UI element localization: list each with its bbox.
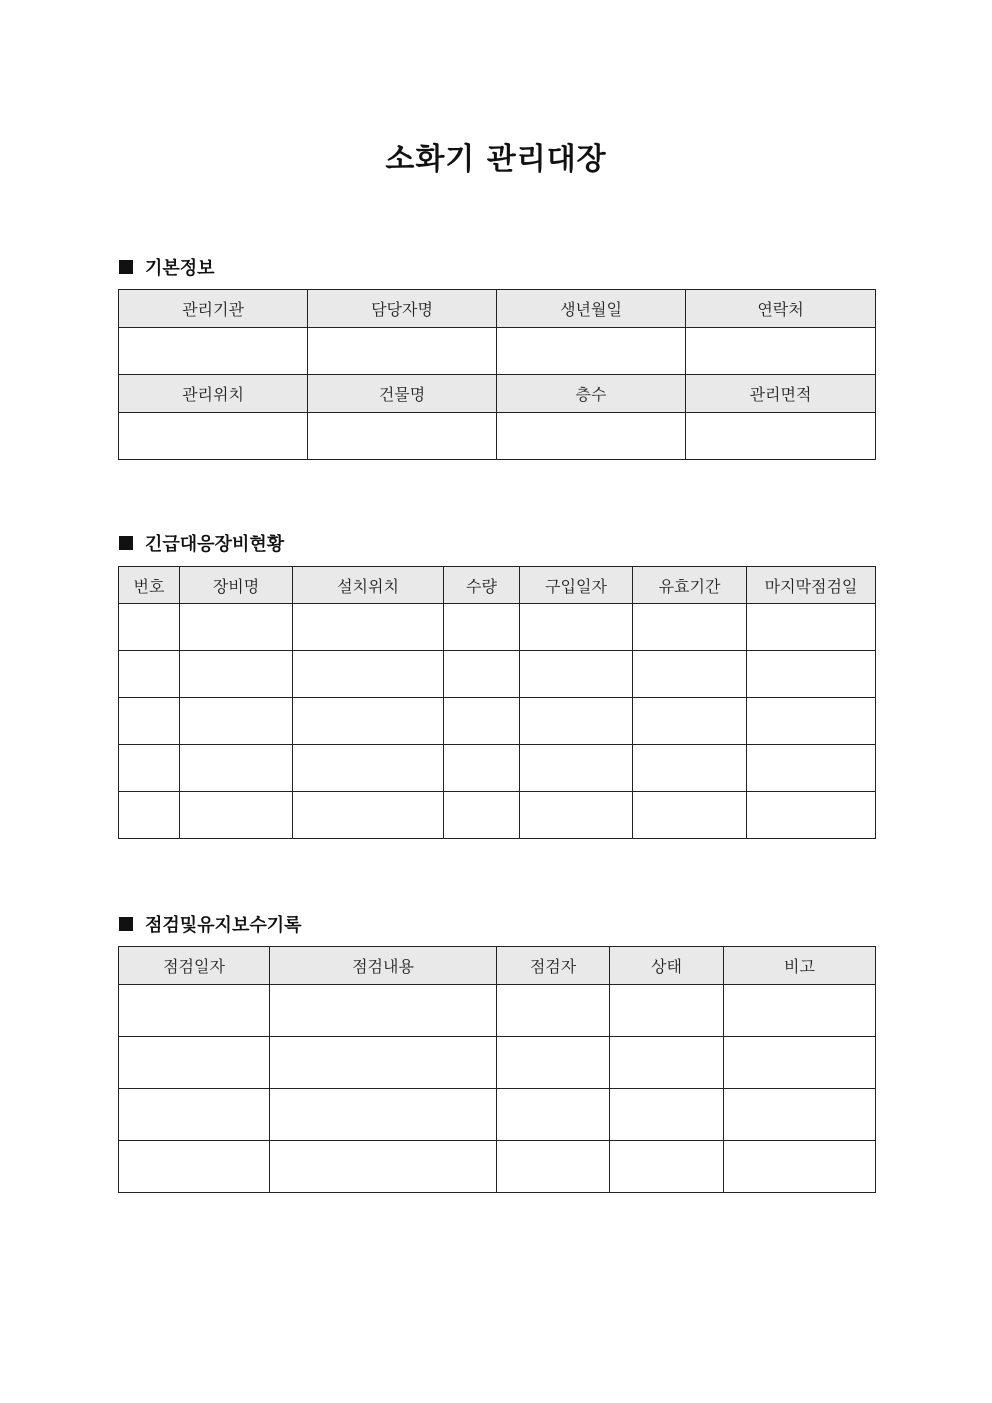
table-row xyxy=(119,1141,876,1193)
input-cell[interactable] xyxy=(119,1141,270,1193)
header-cell: 장비명 xyxy=(180,567,293,604)
table-row xyxy=(119,1037,876,1089)
input-cell[interactable] xyxy=(119,985,270,1037)
input-cell[interactable] xyxy=(724,1141,876,1193)
input-cell[interactable] xyxy=(119,651,180,698)
header-cell: 수량 xyxy=(444,567,520,604)
header-cell: 점검내용 xyxy=(270,947,497,985)
input-cell[interactable] xyxy=(180,651,293,698)
input-cell[interactable] xyxy=(747,792,876,839)
table-row xyxy=(119,604,876,651)
input-cell[interactable] xyxy=(497,1089,610,1141)
header-cell: 비고 xyxy=(724,947,876,985)
input-cell[interactable] xyxy=(444,792,520,839)
input-cell[interactable] xyxy=(444,745,520,792)
input-cell[interactable] xyxy=(293,745,444,792)
table-row xyxy=(119,745,876,792)
input-cell[interactable] xyxy=(520,604,633,651)
section-heading-inspection-record xyxy=(119,911,302,937)
header-cell: 담당자명 xyxy=(308,290,497,328)
input-cell[interactable] xyxy=(686,328,876,375)
header-cell: 층수 xyxy=(497,375,686,413)
input-cell[interactable] xyxy=(724,1089,876,1141)
input-cell[interactable] xyxy=(747,604,876,651)
input-cell[interactable] xyxy=(119,792,180,839)
header-cell: 점검자 xyxy=(497,947,610,985)
input-cell[interactable] xyxy=(610,985,724,1037)
input-cell[interactable] xyxy=(308,328,497,375)
table-row xyxy=(119,985,876,1037)
input-cell[interactable] xyxy=(444,698,520,745)
inspection-record-table xyxy=(118,946,876,1193)
input-cell[interactable] xyxy=(497,413,686,460)
input-cell[interactable] xyxy=(724,985,876,1037)
input-cell[interactable] xyxy=(293,698,444,745)
input-cell[interactable] xyxy=(444,651,520,698)
input-cell[interactable] xyxy=(293,651,444,698)
input-cell[interactable] xyxy=(270,1089,497,1141)
header-cell: 연락처 xyxy=(686,290,876,328)
input-cell[interactable] xyxy=(119,328,308,375)
input-cell[interactable] xyxy=(633,698,747,745)
table-row xyxy=(119,698,876,745)
table-row xyxy=(119,651,876,698)
input-cell[interactable] xyxy=(180,745,293,792)
input-cell[interactable] xyxy=(520,698,633,745)
input-cell[interactable] xyxy=(497,985,610,1037)
input-cell[interactable] xyxy=(633,651,747,698)
square-bullet-icon xyxy=(119,917,133,931)
header-cell: 생년월일 xyxy=(497,290,686,328)
section-heading-label: 점검및유지보수기록 xyxy=(145,915,302,936)
input-cell[interactable] xyxy=(520,651,633,698)
input-cell[interactable] xyxy=(497,1141,610,1193)
header-cell: 번호 xyxy=(119,567,180,604)
input-cell[interactable] xyxy=(293,604,444,651)
header-cell: 상태 xyxy=(610,947,724,985)
input-cell[interactable] xyxy=(270,985,497,1037)
input-cell[interactable] xyxy=(633,745,747,792)
input-cell[interactable] xyxy=(180,792,293,839)
input-cell[interactable] xyxy=(180,604,293,651)
square-bullet-icon xyxy=(119,536,133,550)
input-cell[interactable] xyxy=(119,413,308,460)
section-heading-basic-info xyxy=(119,254,215,280)
input-cell[interactable] xyxy=(520,792,633,839)
input-cell[interactable] xyxy=(497,1037,610,1089)
input-cell[interactable] xyxy=(747,651,876,698)
header-cell: 관리기관 xyxy=(119,290,308,328)
header-cell: 관리면적 xyxy=(686,375,876,413)
input-cell[interactable] xyxy=(633,792,747,839)
input-cell[interactable] xyxy=(633,604,747,651)
input-cell[interactable] xyxy=(610,1089,724,1141)
input-cell[interactable] xyxy=(610,1037,724,1089)
input-cell[interactable] xyxy=(119,1037,270,1089)
table-row xyxy=(119,1089,876,1141)
input-cell[interactable] xyxy=(686,413,876,460)
table-row xyxy=(119,792,876,839)
input-cell[interactable] xyxy=(119,604,180,651)
section-heading-emergency-equipment xyxy=(119,530,284,556)
input-cell[interactable] xyxy=(520,745,633,792)
input-cell[interactable] xyxy=(119,698,180,745)
header-cell: 마지막점검일 xyxy=(747,567,876,604)
header-cell: 점검일자 xyxy=(119,947,270,985)
header-cell: 구입일자 xyxy=(520,567,633,604)
square-bullet-icon xyxy=(119,260,133,274)
emergency-equipment-table xyxy=(118,566,876,839)
input-cell[interactable] xyxy=(497,328,686,375)
input-cell[interactable] xyxy=(119,745,180,792)
input-cell[interactable] xyxy=(610,1141,724,1193)
input-cell[interactable] xyxy=(724,1037,876,1089)
header-cell: 관리위치 xyxy=(119,375,308,413)
input-cell[interactable] xyxy=(270,1037,497,1089)
input-cell[interactable] xyxy=(444,604,520,651)
header-cell: 설치위치 xyxy=(293,567,444,604)
input-cell[interactable] xyxy=(180,698,293,745)
input-cell[interactable] xyxy=(270,1141,497,1193)
input-cell[interactable] xyxy=(119,1089,270,1141)
header-cell: 유효기간 xyxy=(633,567,747,604)
input-cell[interactable] xyxy=(308,413,497,460)
input-cell[interactable] xyxy=(293,792,444,839)
section-heading-label: 긴급대응장비현황 xyxy=(145,534,285,555)
document-title: 소화기 관리대장 xyxy=(385,142,607,177)
section-heading-label: 기본정보 xyxy=(145,258,215,279)
basic-info-table xyxy=(118,289,876,460)
input-cell[interactable] xyxy=(747,698,876,745)
input-cell[interactable] xyxy=(747,745,876,792)
header-cell: 건물명 xyxy=(308,375,497,413)
